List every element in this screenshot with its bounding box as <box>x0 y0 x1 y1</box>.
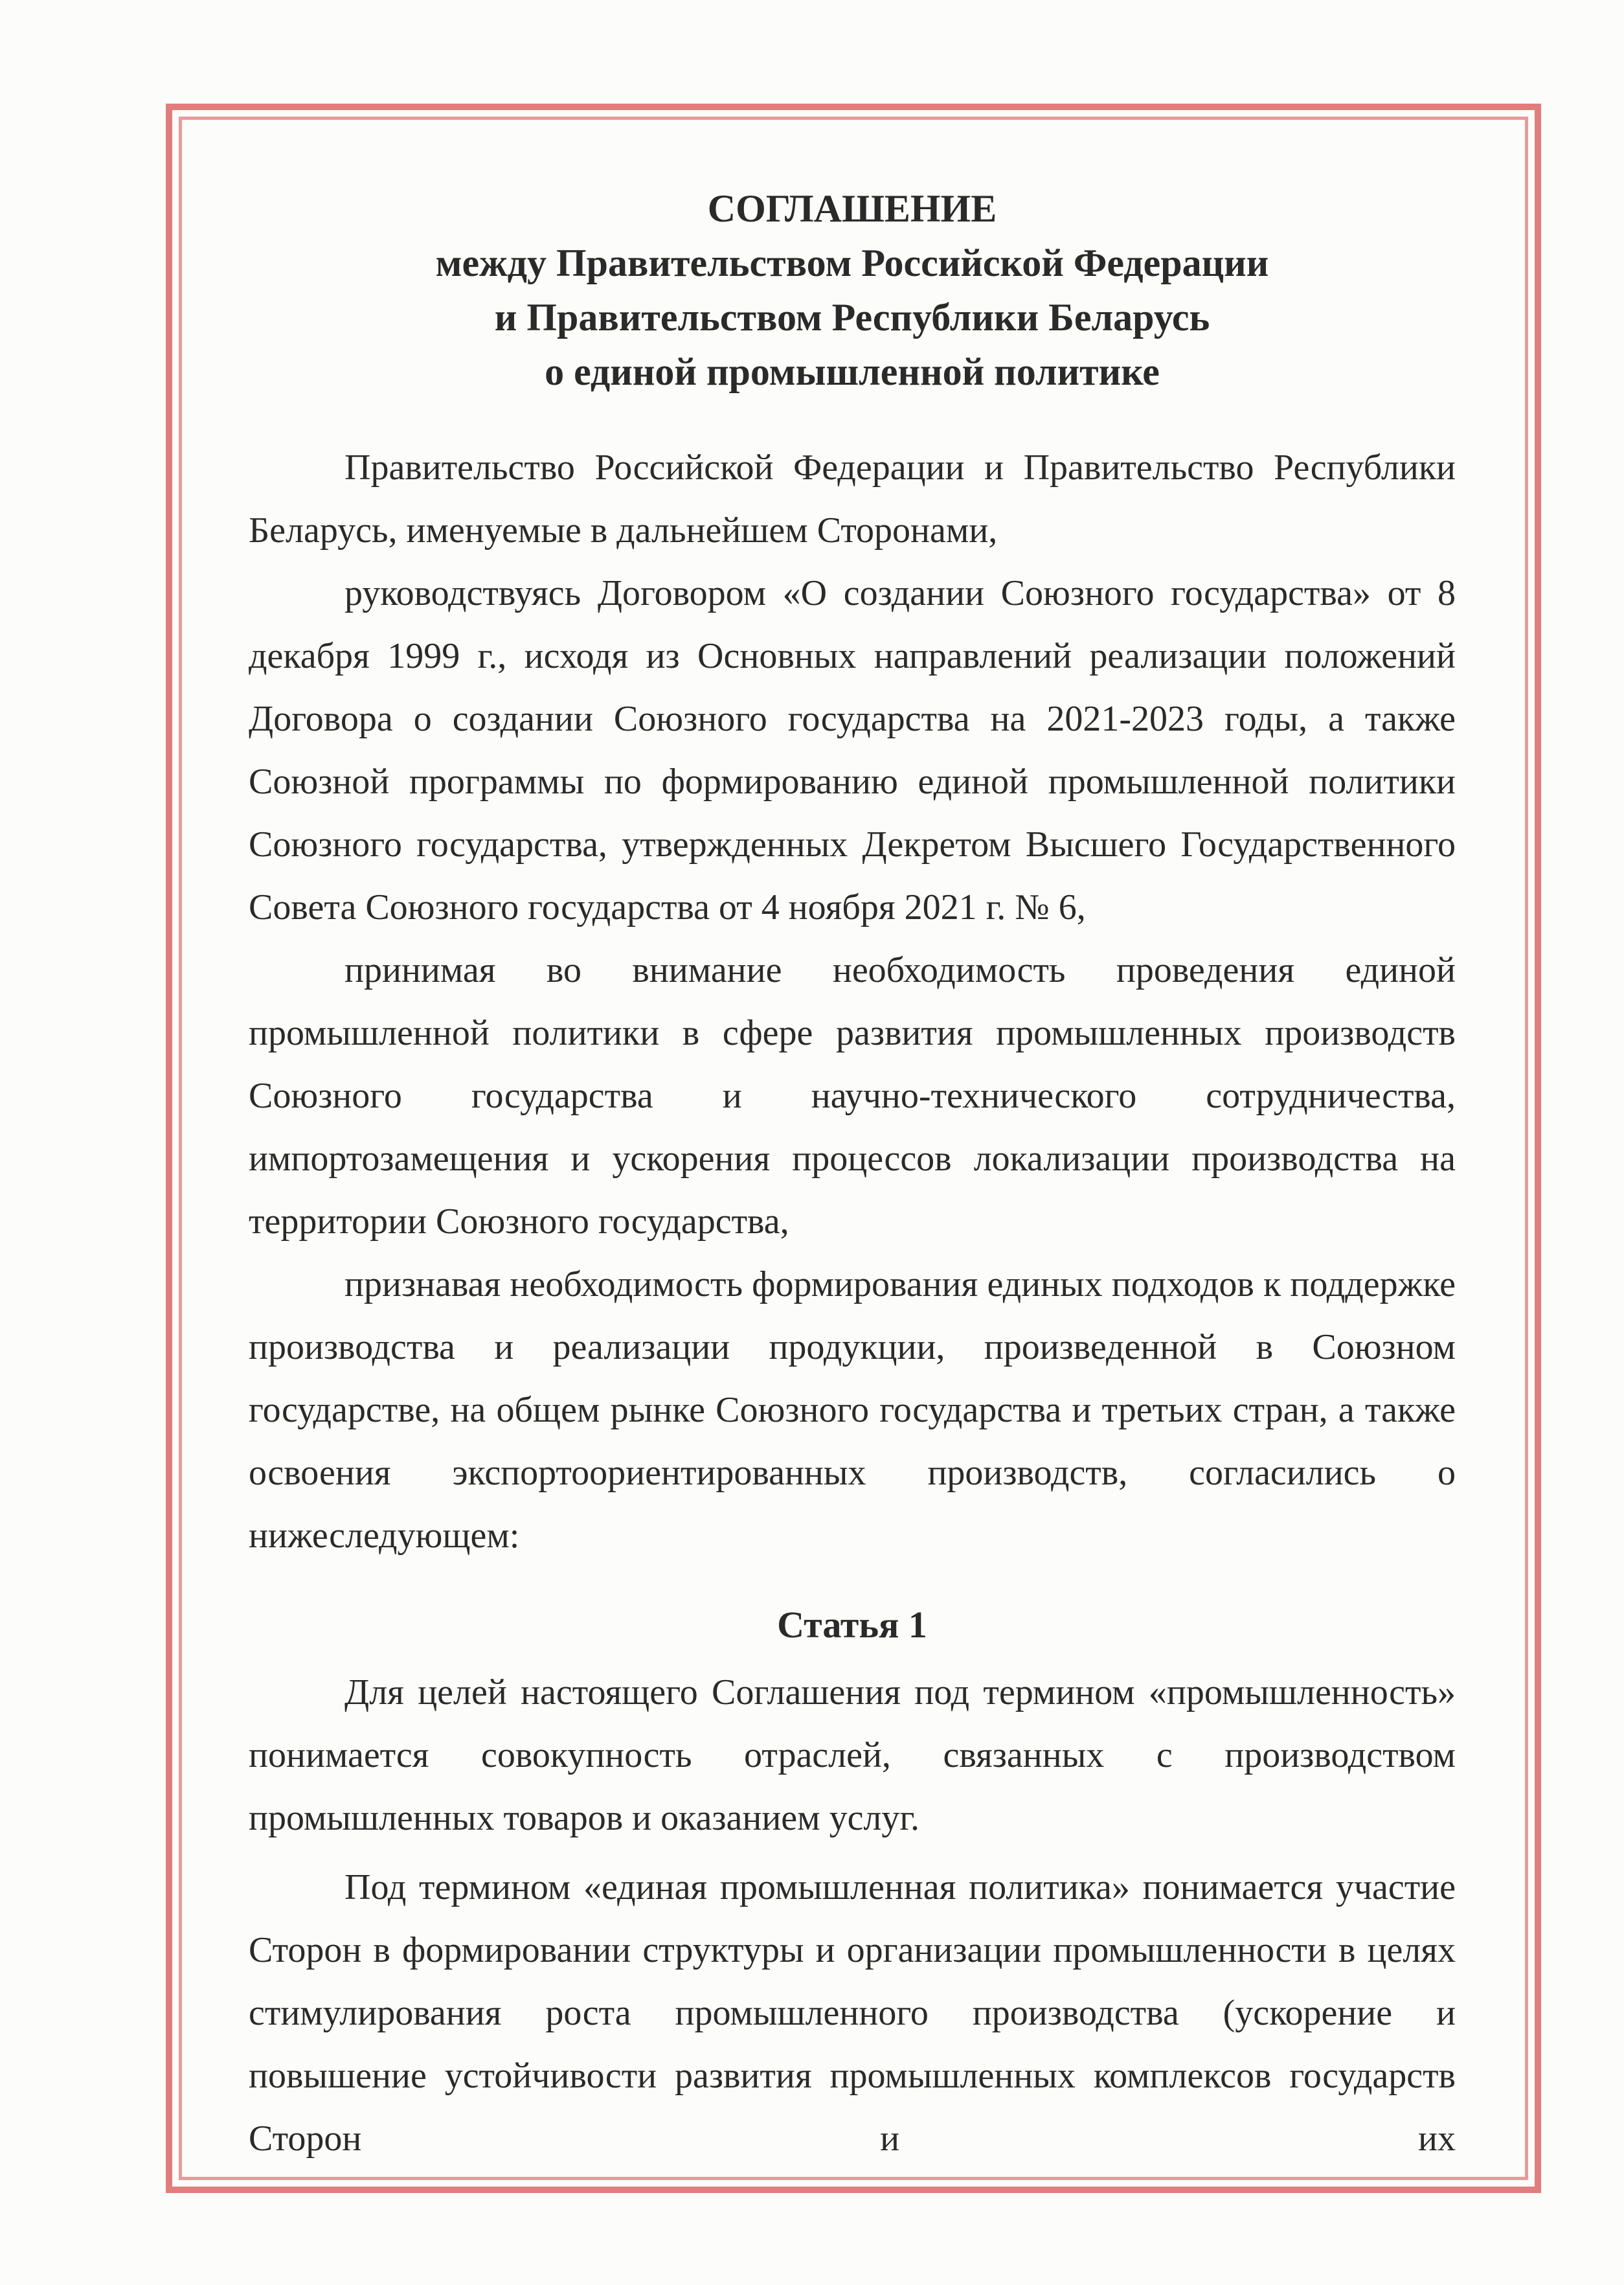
document-title <box>249 181 1456 399</box>
article-1-heading: Статья 1 <box>777 1604 927 1646</box>
title-line-1: СОГЛАШЕНИЕ <box>707 187 997 230</box>
preamble-paragraph-4: признавая необходимость формирования единых подходов к поддержке производства и реализации продукции, произведенной в Союзном государстве, на общем рынке Союзного государства и третьих стран, а также освоения экспортоориентированных производств, согласились о нижеследующем: <box>249 1264 1456 1556</box>
preamble-paragraph-2: руководствуясь Договором «О создании Союзного государства» от 8 декабря 1999 г., исходя из Основных направлений реализации положений Договора о создании Союзного государства на 2021-2023 годы, а также Союзной программы по формированию единой промышленной политики Союзного государства, утвержденных Декретом Высшего Государственного Совета Союзного государства от 4 ноября 2021 г. № 6, <box>249 573 1456 927</box>
title-line-3: и Правительством Республики Беларусь <box>494 296 1210 339</box>
preamble-paragraph-1: Правительство Российской Федерации и Правительство Республики Беларусь, именуемые в дальнейшем Сторонами, <box>249 448 1456 551</box>
article-1-paragraph-2: Под термином «единая промышленная политика» понимается участие Сторон в формировании структуры и организации промышленности в целях стимулирования роста промышленного производства (ускорение и повышение устойчивости развития промышленных комплексов государств Сторон и их <box>249 1867 1456 2159</box>
document-body <box>249 181 1456 2170</box>
preamble-paragraph-3: принимая во внимание необходимость проведения единой промышленной политики в сфере развития промышленных производств Союзного государства и научно-технического сотрудничества, импортозамещения и ускорения процессов локализации производства на территории Союзного государства, <box>249 950 1456 1242</box>
title-line-2: между Правительством Российской Федерации <box>435 242 1269 284</box>
title-line-4: о единой промышленной политике <box>545 350 1160 393</box>
article-1-paragraph-1: Для целей настоящего Соглашения под термином «промышленность» понимается совокупность отраслей, связанных с производством промышленных товаров и оказанием услуг. <box>249 1672 1456 1838</box>
